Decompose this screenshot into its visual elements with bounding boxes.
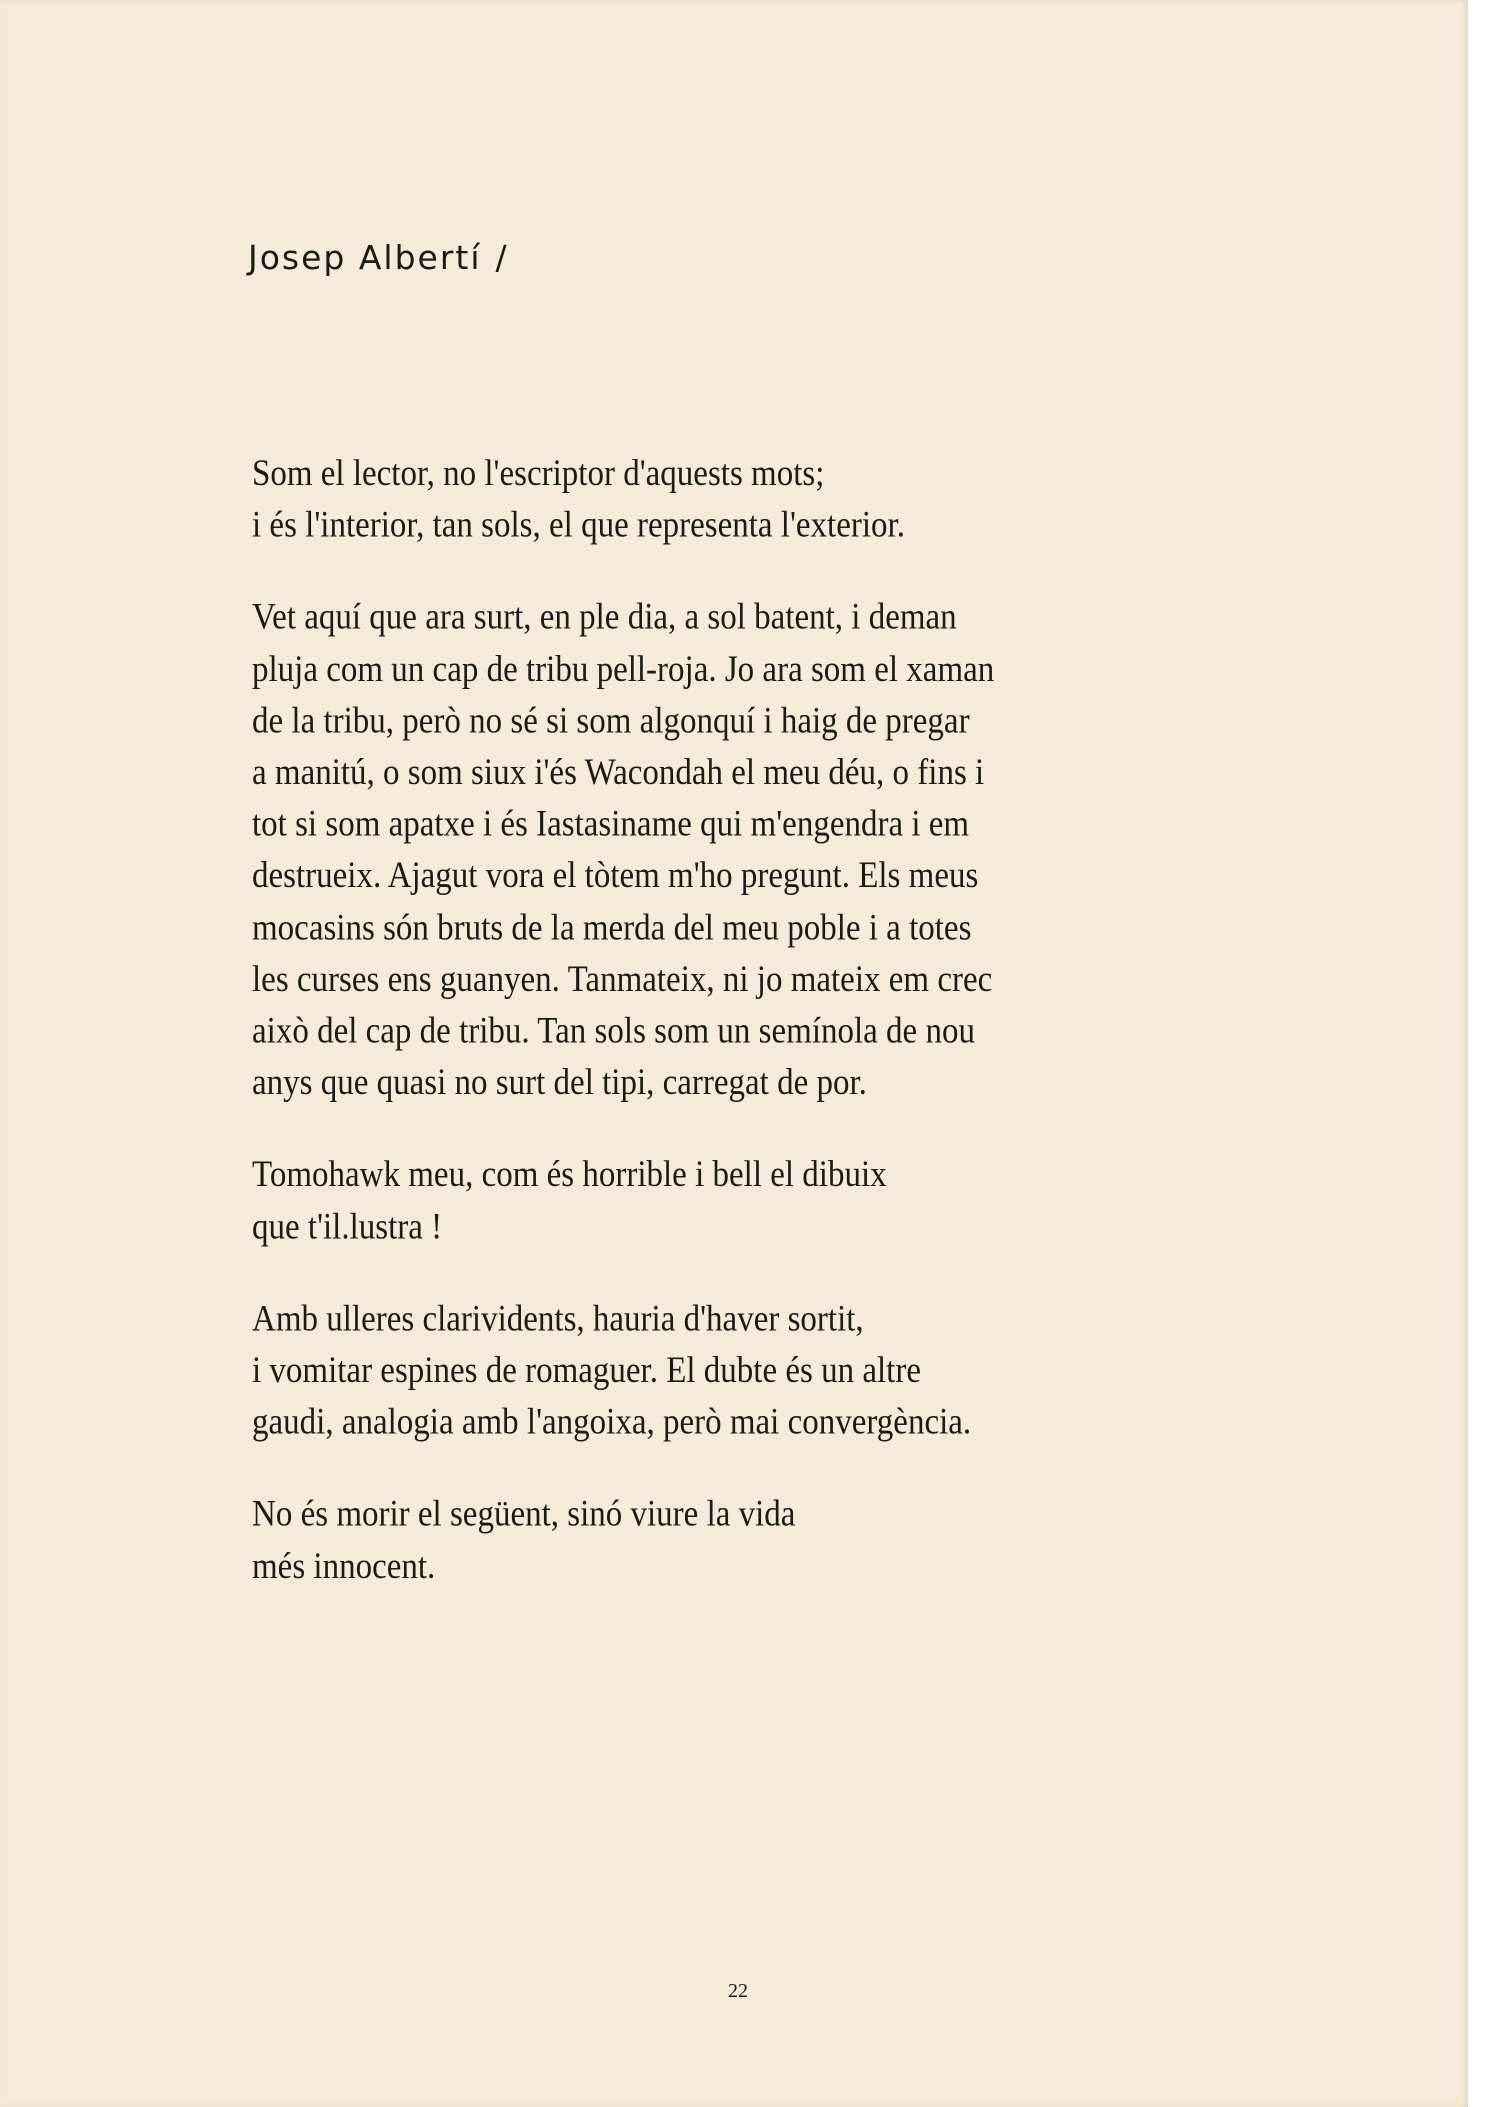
poem-line: i vomitar espines de romaguer. El dubte és un altre bbox=[252, 1350, 921, 1392]
poem-line: tot si som apatxe i és Iastasiname qui m'engendra i em bbox=[252, 804, 970, 845]
poem-line: Tomohawk meu, com és horrible i bell el dibuix bbox=[252, 1155, 887, 1196]
poem-line: més innocent. bbox=[252, 1546, 436, 1587]
poem-line: Vet aquí que ara surt, en ple dia, a sol batent, i deman bbox=[252, 597, 957, 638]
stanza bbox=[252, 1293, 1152, 1448]
stanza bbox=[252, 1489, 1152, 1592]
poem-line: a manitú, o som siux i'és Wacondah el meu déu, o fins i bbox=[252, 752, 985, 793]
poem-body bbox=[252, 448, 1152, 1633]
poem-line: anys que quasi no surt del tipi, carregat de por. bbox=[252, 1063, 867, 1104]
poem-line: les curses ens guanyen. Tanmateix, ni jo mateix em crec bbox=[252, 959, 993, 1000]
poem-line: Amb ulleres clarividents, hauria d'haver sortit, bbox=[252, 1299, 864, 1340]
poem-line: pluja com un cap de tribu pell-roja. Jo ara som el xaman bbox=[252, 649, 995, 690]
poem-line: això del cap de tribu. Tan sols som un semínola de nou bbox=[252, 1011, 975, 1052]
page-number: 22 bbox=[728, 1980, 748, 2002]
author-name: Josep Albertí bbox=[248, 238, 482, 277]
stanza bbox=[252, 448, 1152, 551]
poem-line: i és l'interior, tan sols, el que representa l'exterior. bbox=[252, 505, 905, 546]
poem-line: No és morir el següent, sinó viure la vida bbox=[252, 1494, 796, 1535]
poem-line: gaudi, analogia amb l'angoixa, però mai convergència. bbox=[252, 1402, 972, 1443]
poem-line: Som el lector, no l'escriptor d'aquests mots; bbox=[252, 453, 825, 494]
stanza bbox=[252, 592, 1152, 1109]
stanza bbox=[252, 1150, 1152, 1253]
poem-line: que t'il.lustra ! bbox=[252, 1206, 443, 1248]
poem-line: de la tribu, però no sé si som algonquí i haig de pregar bbox=[252, 700, 970, 742]
poem-line: destrueix. Ajagut vora el tòtem m'ho pregunt. Els meus bbox=[252, 856, 979, 897]
poem-line: mocasins són bruts de la merda del meu poble i a totes bbox=[252, 907, 972, 949]
author-heading bbox=[248, 238, 509, 277]
author-slash: / bbox=[495, 238, 509, 277]
